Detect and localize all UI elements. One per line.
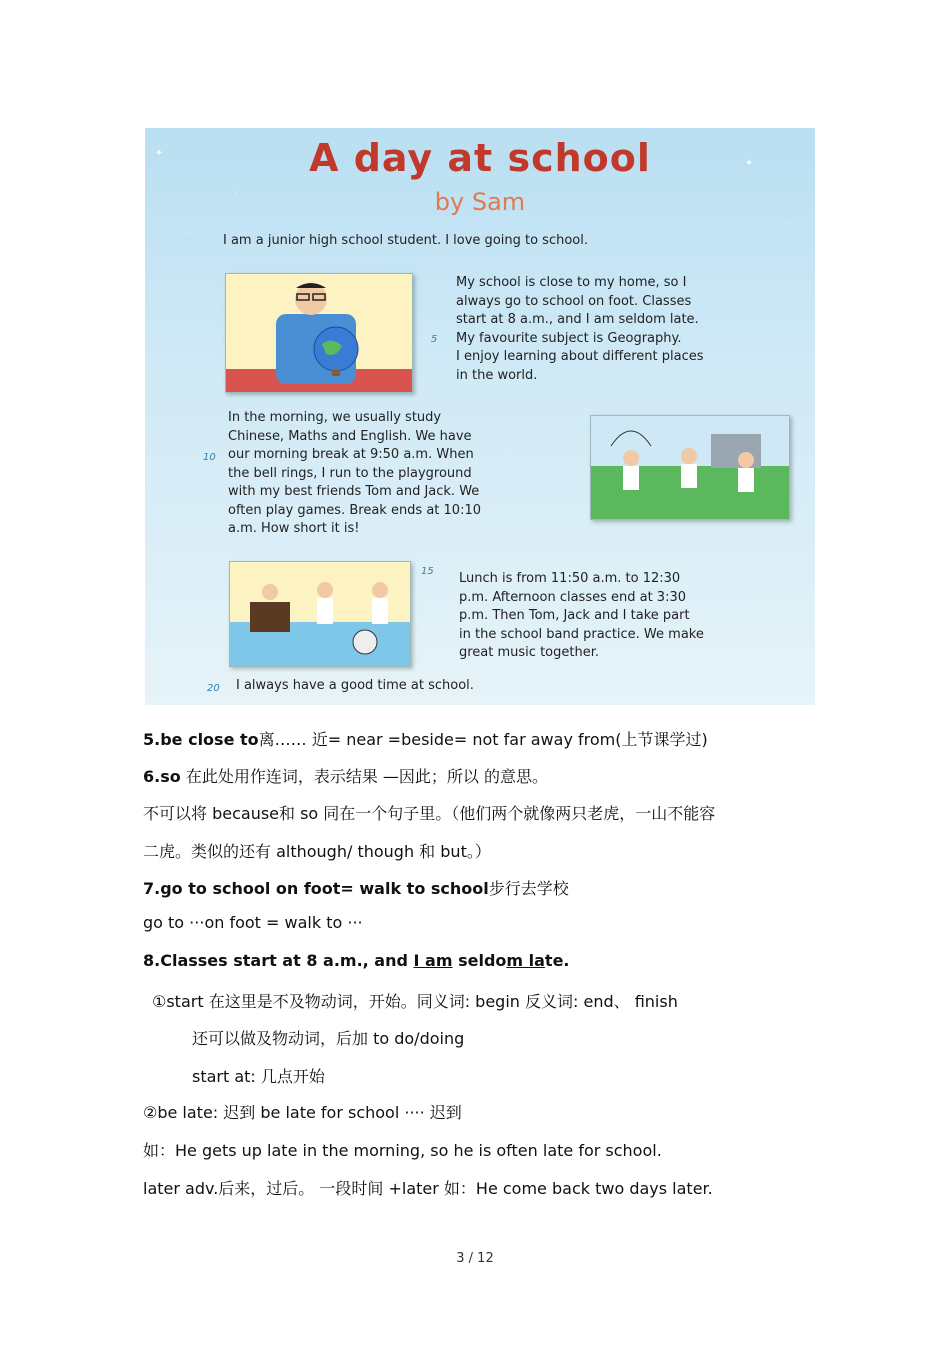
para1-line: My school is close to my home, so I [456,275,687,290]
para3-line: great music together. [459,645,599,660]
textbook-paragraph-3 [459,570,704,663]
para3-line: Lunch is from 11:50 a.m. to 12:30 [459,571,681,586]
para3-line: p.m. Afternoon classes end at 3:30 [459,589,687,605]
note-8-part: seldo [452,951,507,970]
note-7-text: 步行去学校 [488,879,569,898]
line-number-20: 20 [207,683,220,694]
para3-line: in the school band practice. We make [459,626,704,642]
note-5-heading: 5.be close to [143,730,259,749]
textbook-title: A day at school [309,136,651,180]
para2-line: Chinese, Maths and English. We have [228,428,472,444]
note-5-text: 离…… 近= near =beside= not far away from(上节课学过) [258,730,708,749]
textbook-paragraph-2 [228,409,481,539]
line-number-10: 10 [203,452,216,463]
textbook-intro: I am a junior high school student. I love going to school. [223,233,588,248]
para2-line: In the morning, we usually study [228,410,442,425]
para1-line: I enjoy learning about different places [456,349,704,364]
textbook-author: by Sam [434,188,526,216]
picture-school-band [229,561,411,667]
note-8-part: 8.Classes start at 8 a.m., and [143,951,414,970]
note-6-line-2: 不可以将 because和 so 同在一个句子里。（他们两个就像两只老虎，一山不能容 [143,804,716,823]
textbook-paragraph-1 [456,274,704,385]
picture-playground [590,415,790,520]
line-number-15: 15 [421,566,434,577]
para1-line: start at 8 a.m., and I am seldom late. [456,312,699,327]
note-8-start: ①start 在这里是不及物动词，开始。同义词: begin 反义词: end、 finish [152,992,678,1011]
note-8-underlined: I am [413,951,453,970]
note-6 [143,764,548,787]
note-8-late-3: later adv.后来，过后。 一段时间 +later 如：He come back two days later. [143,1179,713,1198]
para2-line: often play games. Break ends at 10:10 [228,502,481,518]
note-8-late: ②be late: 迟到 be late for school ···· 迟到 [143,1103,462,1122]
note-6-heading: 6.so [143,767,181,786]
note-8-underlined: m la [506,951,545,970]
para2-line: the bell rings, I run to the playground [228,465,472,481]
note-8-heading [143,951,570,970]
note-5 [143,727,708,750]
para2-line: our morning break at 9:50 a.m. When [228,447,474,462]
para1-line: in the world. [456,367,538,383]
note-8-start-3: start at: 几点开始 [192,1067,325,1086]
picture-boy-with-globe [225,273,413,393]
note-6-text: 在此处用作连词，表示结果 —因此；所以 的意思。 [180,767,548,786]
para3-line: p.m. Then Tom, Jack and I take part [459,608,690,623]
note-7 [143,876,569,899]
note-7-heading: 7.go to school on foot= walk to school [143,879,489,898]
note-8-part: te. [544,951,570,970]
textbook-page-image: ✦ · ✦ · · A day at school by Sam I am a junior high school student. I love going to school. 5 My school is close to my home, so I always go to school on foot. Classes start at 8 a.m., and I am seldom late. My favourite subject is Geography. I enjoy learning about different places in the world. In the morning, we usually study Chinese, Maths and English. We have our morning break at 9:50 a.m. When the bell rings, I run to the playground with my best friends Tom and Jack. We often play games. Break ends at 10:10 a.m. How short it is! 10 15 Lunch is from 11:50 a.m. to 12:30 p.m. Afternoon classes end at 3:30 p.m. Then Tom, Jack and I take part in the school band practice. We make great music together. 20 I always have a good time at school. [145,128,815,705]
note-7-line-2: go to ···on foot = walk to ··· [143,913,363,932]
line-number-5: 5 [431,334,438,345]
note-8-late-2: 如：He gets up late in the morning, so he is often late for school. [143,1141,662,1160]
textbook-closing: I always have a good time at school. [236,678,474,693]
page-number: 3 / 12 [456,1251,494,1266]
para1-line: My favourite subject is Geography. [456,330,682,346]
para2-line: with my best friends Tom and Jack. We [228,484,480,499]
para1-line: always go to school on foot. Classes [456,293,692,309]
note-6-line-3: 二虎。类似的还有 although/ though 和 but。） [143,842,491,861]
para2-line: a.m. How short it is! [228,521,360,536]
note-8-start-2: 还可以做及物动词，后加 to do/doing [192,1029,465,1048]
